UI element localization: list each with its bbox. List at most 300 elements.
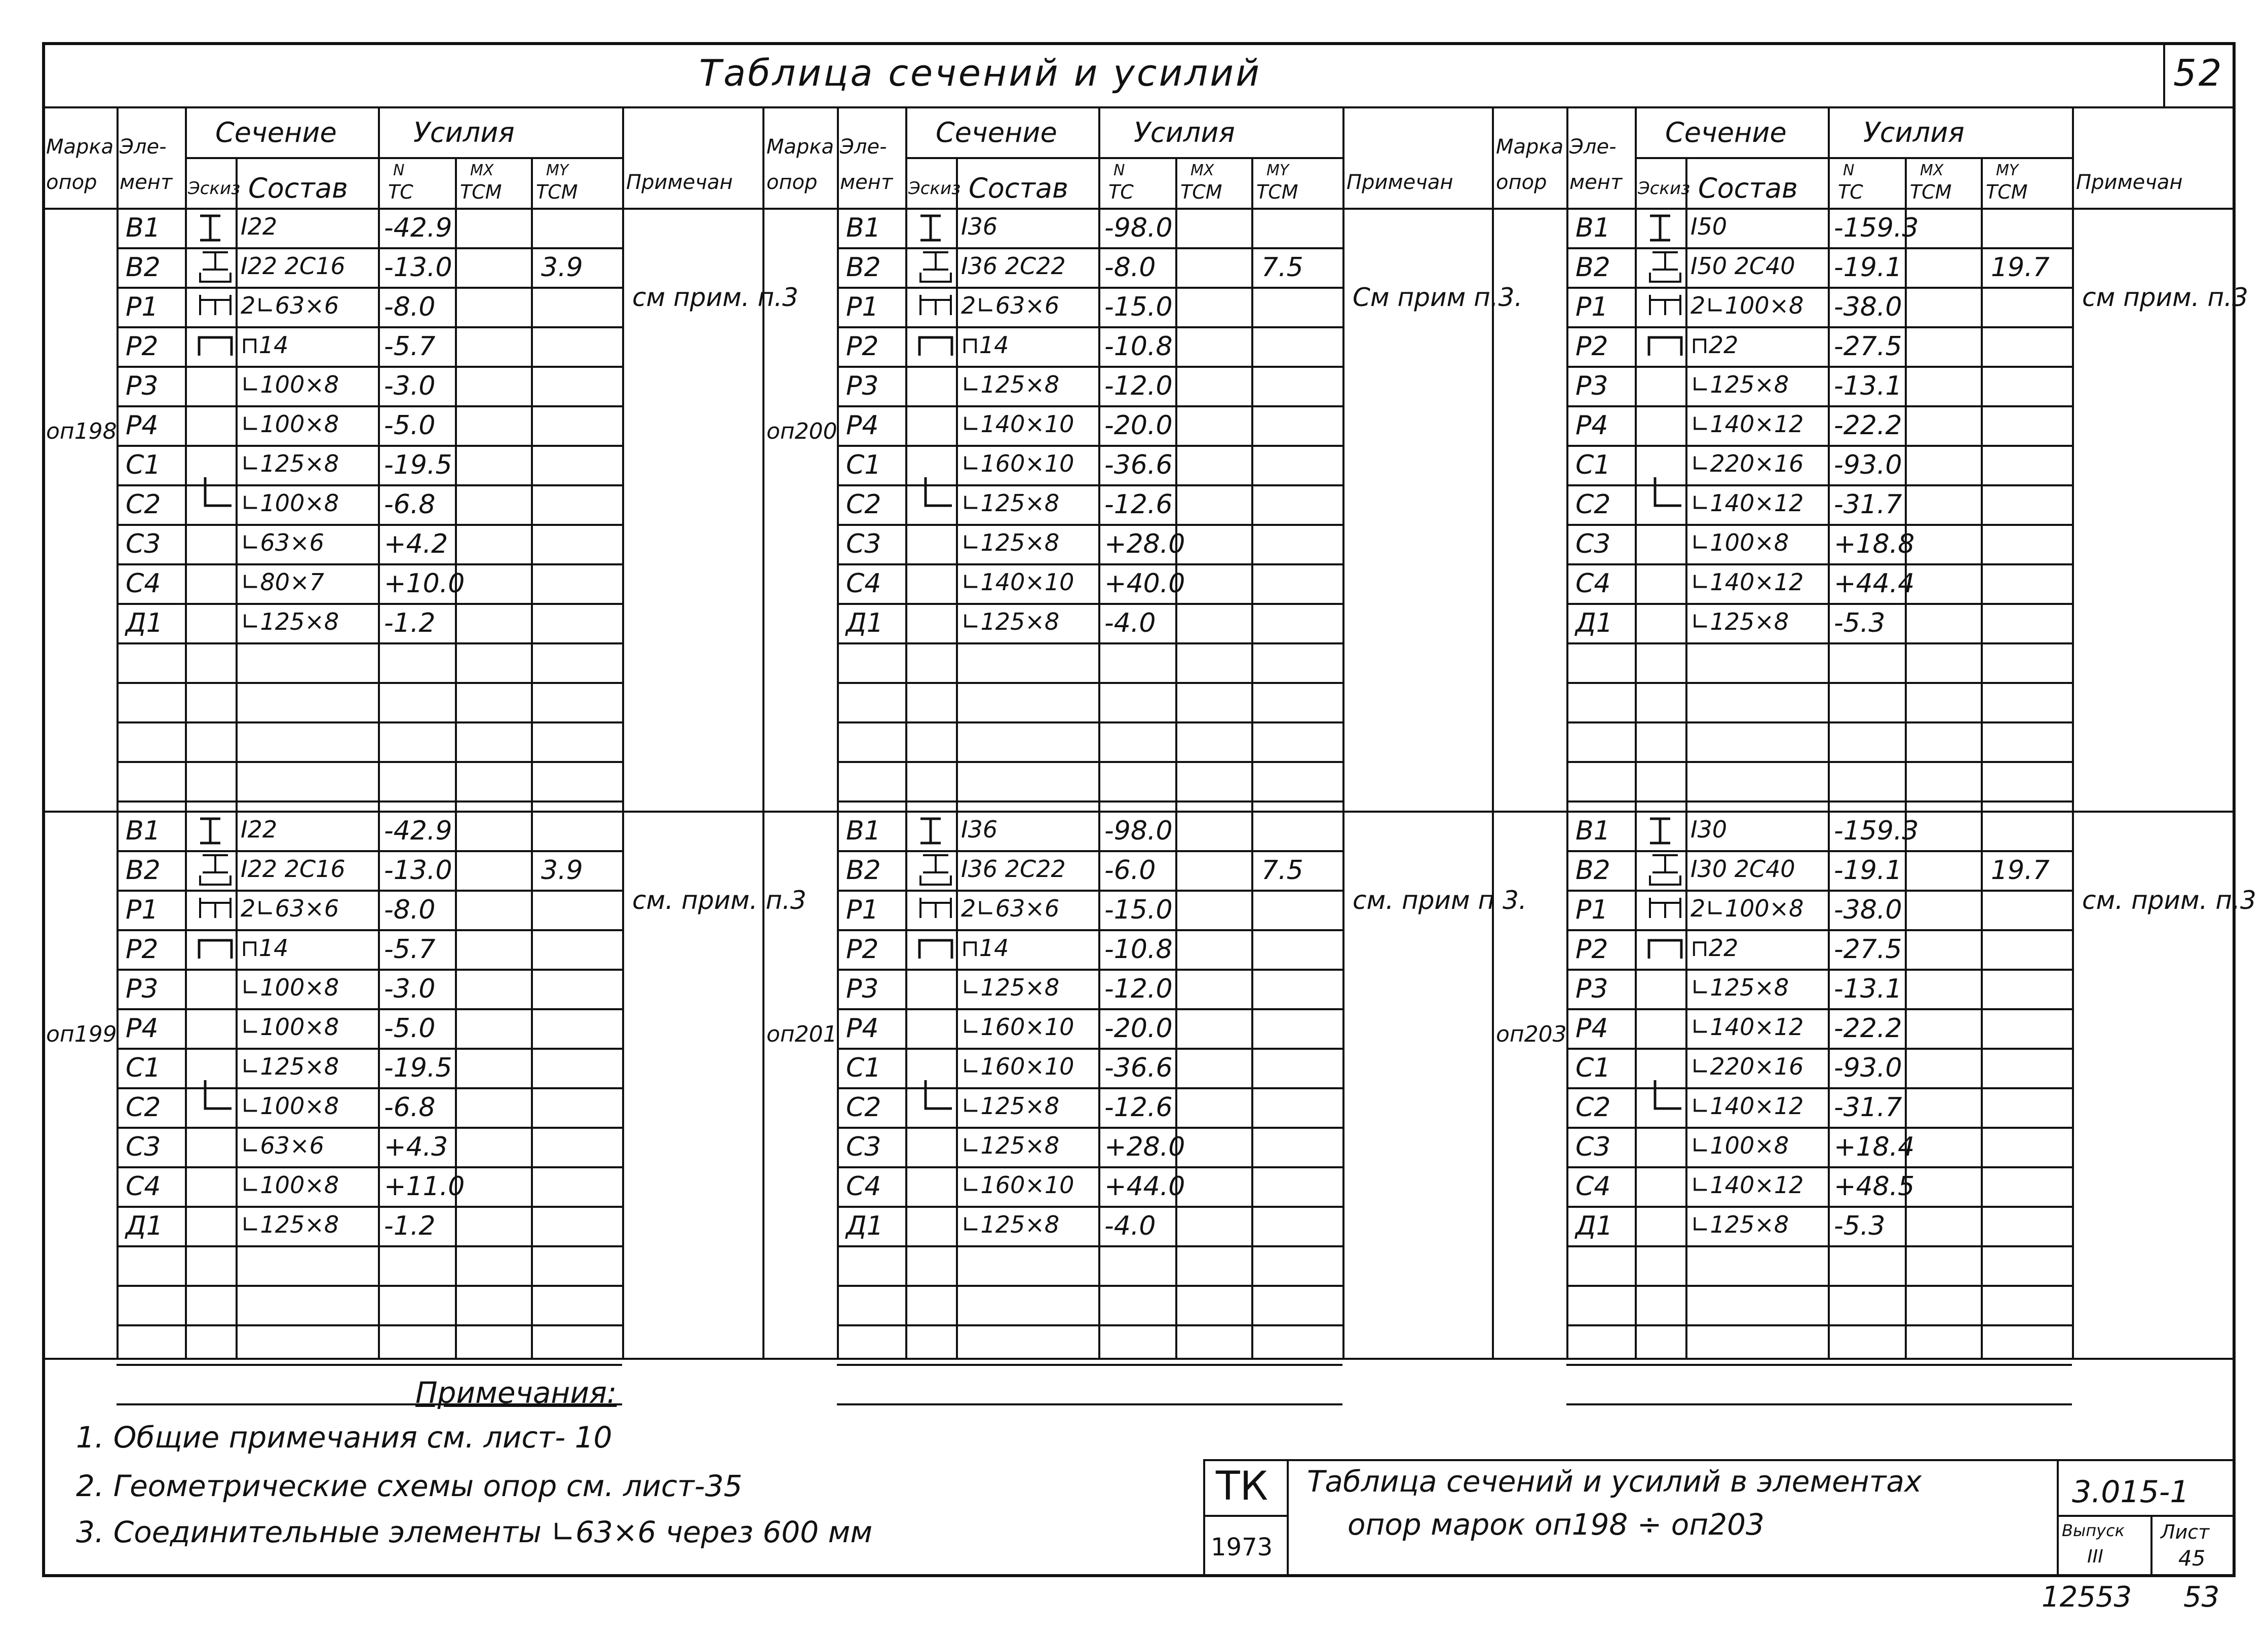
section-composition: ∟140×10	[961, 568, 1074, 596]
stamp-list-value: 45	[2178, 1546, 2206, 1571]
header-marka: Марка	[46, 135, 114, 159]
force-n: -3.0	[384, 371, 436, 401]
double-angle-sketch	[195, 893, 236, 923]
force-n: -13.0	[384, 252, 452, 283]
header-my-tcm: ТСМ	[536, 181, 578, 203]
row-line	[1566, 1087, 2072, 1089]
block-note: см. прим. п.3	[2082, 886, 2256, 915]
moment-my: 7.5	[1261, 855, 1303, 886]
row-line	[117, 524, 622, 526]
header-mx-tcm: ТСМ	[1910, 181, 1952, 203]
stamp-list-label: Лист	[2161, 1521, 2210, 1543]
row-line	[1566, 1008, 2072, 1010]
column-line	[531, 157, 533, 1358]
element-id: Р3	[1575, 371, 1608, 401]
element-id: Р2	[126, 934, 159, 965]
row-line	[837, 326, 1342, 328]
force-n: -159.3	[1834, 816, 1919, 846]
force-n: -5.3	[1834, 608, 1886, 638]
force-n: -12.0	[1104, 371, 1173, 401]
header-eskiz: Эскиз	[1638, 178, 1690, 199]
row-line	[1566, 1206, 2072, 1208]
force-n: -13.0	[384, 855, 452, 886]
section-composition: ∟125×8	[961, 489, 1060, 517]
force-n: +48.5	[1834, 1171, 1915, 1202]
header-my-tcm: ТСМ	[1256, 181, 1298, 203]
column-line	[236, 157, 238, 1358]
row-line	[1566, 603, 2072, 605]
row-line	[1566, 1285, 2072, 1287]
block-divider	[762, 811, 1492, 813]
composite-section-sketch	[1645, 852, 1685, 888]
row-line	[117, 929, 622, 931]
header-ele: Эле-	[840, 135, 887, 159]
force-n: -31.7	[1834, 489, 1902, 520]
force-n: +44.0	[1104, 1171, 1185, 1202]
element-id: Д1	[126, 1211, 163, 1241]
row-line	[117, 484, 622, 486]
element-id: С2	[846, 489, 881, 520]
header-mx: MX	[470, 162, 494, 179]
element-id: Р4	[846, 410, 879, 441]
element-id: Р2	[846, 331, 879, 362]
section-composition: 2∟100×8	[1690, 292, 1804, 319]
title-rule	[42, 106, 2236, 108]
row-line	[1566, 1048, 2072, 1050]
section-composition: ∟125×8	[961, 1211, 1060, 1238]
row-line	[117, 326, 622, 328]
header-ment: мент	[1569, 171, 1623, 194]
force-n: -15.0	[1104, 292, 1173, 322]
element-id: Р2	[846, 934, 879, 965]
section-composition: I36 2С22	[961, 252, 1066, 280]
row-line	[1566, 890, 2072, 892]
element-id: Р1	[126, 292, 159, 322]
force-n: -22.2	[1834, 410, 1902, 441]
row-line	[837, 1285, 1342, 1287]
section-composition: ∟100×8	[241, 489, 339, 517]
row-line	[837, 1087, 1342, 1089]
force-n: +4.3	[384, 1132, 448, 1162]
header-mx-tcm: ТСМ	[1180, 181, 1222, 203]
element-id: В2	[126, 855, 161, 886]
element-id: В1	[126, 816, 161, 846]
composite-section-sketch	[915, 249, 956, 285]
header-tc: ТС	[1108, 181, 1134, 203]
section-composition: ⊓14	[241, 331, 289, 359]
header-mx: MX	[1190, 162, 1214, 179]
section-composition: ∟140×12	[1690, 568, 1804, 596]
row-line	[1566, 287, 2072, 289]
column-line	[1251, 157, 1253, 1358]
note-3: 3. Соединительные элементы ∟63×6 через 600 мм	[76, 1515, 873, 1549]
element-id: В2	[1575, 855, 1610, 886]
row-line	[117, 850, 622, 852]
stamp-vypusk-value: III	[2087, 1546, 2103, 1567]
section-composition: ⊓22	[1690, 331, 1739, 359]
row-line	[117, 287, 622, 289]
element-id: Р4	[126, 410, 159, 441]
header-tc: ТС	[388, 181, 413, 203]
row-line	[837, 1324, 1342, 1326]
section-composition: ∟100×8	[241, 1013, 339, 1041]
force-n: -42.9	[384, 213, 452, 243]
element-id: С1	[846, 450, 881, 480]
header-mx-tcm: ТСМ	[460, 181, 502, 203]
footer-number-1: 12553	[2042, 1581, 2132, 1614]
header-eskiz: Эскиз	[188, 178, 241, 199]
section-composition: ∟125×8	[961, 608, 1060, 635]
force-n: +10.0	[384, 568, 465, 599]
block-note: см прим. п.3	[2082, 283, 2248, 312]
force-n: +4.2	[384, 529, 448, 559]
section-composition: 2∟63×6	[961, 895, 1060, 922]
row-line	[1566, 642, 2072, 644]
header-usiliya: Усилия	[1863, 117, 1965, 148]
section-composition: ∟140×10	[961, 410, 1074, 438]
column-line	[1566, 106, 1568, 1358]
header-primechan: Примечан	[1347, 171, 1453, 194]
row-line	[117, 761, 622, 763]
header-my: MY	[1996, 162, 2019, 179]
section-composition: ∟140×12	[1690, 410, 1804, 438]
note-2: 2. Геометрические схемы опор см. лист-35	[76, 1469, 743, 1503]
element-id: Д1	[1575, 1211, 1613, 1241]
element-id: Р3	[126, 974, 159, 1004]
marka-label: оп199	[46, 1021, 117, 1047]
block-note: См прим п.3.	[1353, 283, 1523, 312]
row-line	[1566, 1364, 2072, 1366]
i-beam-sketch	[1645, 213, 1675, 243]
element-id: С4	[126, 568, 161, 599]
channel-sketch	[915, 333, 956, 359]
row-line	[117, 603, 622, 605]
force-n: -4.0	[1104, 1211, 1156, 1241]
section-composition: ∟140×12	[1690, 489, 1804, 517]
section-composition: ∟100×8	[1690, 1132, 1789, 1159]
double-angle-sketch	[915, 290, 956, 320]
header-opor: опор	[46, 171, 97, 194]
section-composition: ∟125×8	[1690, 371, 1789, 398]
section-composition: ∟100×8	[1690, 529, 1789, 556]
section-composition: ∟125×8	[961, 371, 1060, 398]
section-composition: I36 2С22	[961, 855, 1066, 883]
element-id: Р1	[126, 895, 159, 925]
element-id: Р4	[126, 1013, 159, 1044]
row-line	[837, 405, 1342, 407]
row-line	[837, 1008, 1342, 1010]
element-id: С4	[846, 1171, 881, 1202]
row-line	[1566, 929, 2072, 931]
element-id: В2	[846, 855, 881, 886]
row-line	[117, 890, 622, 892]
section-composition: I22 2С16	[241, 252, 345, 280]
section-composition: ∟125×8	[241, 1053, 339, 1080]
row-line	[1566, 1403, 2072, 1405]
channel-sketch	[195, 333, 236, 359]
row-line	[117, 721, 622, 723]
force-n: +18.8	[1834, 529, 1915, 559]
force-n: -12.6	[1104, 1092, 1173, 1123]
section-composition: ∟160×10	[961, 1013, 1074, 1041]
column-line	[1828, 106, 1830, 1358]
header-sechenie: Сечение	[215, 117, 337, 148]
row-line	[117, 1324, 622, 1326]
force-n: -6.8	[384, 489, 436, 520]
section-composition: ∟100×8	[241, 371, 339, 398]
angle-sketch	[920, 474, 956, 510]
element-id: Р2	[1575, 934, 1608, 965]
header-my: MY	[1266, 162, 1289, 179]
row-line	[837, 1403, 1342, 1405]
force-n: -20.0	[1104, 410, 1173, 441]
section-composition: ⊓14	[961, 331, 1009, 359]
force-n: +18.4	[1834, 1132, 1915, 1162]
force-n: -3.0	[384, 974, 436, 1004]
section-composition: I30	[1690, 816, 1727, 843]
header-my: MY	[546, 162, 569, 179]
element-id: Р1	[1575, 895, 1608, 925]
column-line	[1098, 106, 1100, 1358]
element-id: С3	[846, 529, 881, 559]
force-n: -98.0	[1104, 213, 1173, 243]
row-line	[1566, 1166, 2072, 1168]
force-n: -8.0	[384, 292, 436, 322]
element-id: Р1	[1575, 292, 1608, 322]
element-id: С3	[1575, 529, 1611, 559]
row-line	[1566, 1245, 2072, 1247]
row-line	[1566, 326, 2072, 328]
section-composition: I22	[241, 213, 278, 240]
element-id: Р2	[126, 331, 159, 362]
force-n: -98.0	[1104, 816, 1173, 846]
header-bottom-rule	[42, 208, 762, 210]
row-line	[117, 1008, 622, 1010]
header-n: N	[393, 162, 405, 179]
element-id: В2	[126, 252, 161, 283]
force-n: +28.0	[1104, 1132, 1185, 1162]
element-id: Р4	[846, 1013, 879, 1044]
section-composition: ⊓14	[961, 934, 1009, 962]
row-line	[117, 1048, 622, 1050]
element-id: С1	[1575, 450, 1611, 480]
row-line	[117, 563, 622, 565]
row-line	[1566, 800, 2072, 803]
row-line	[117, 1206, 622, 1208]
row-line	[117, 366, 622, 368]
column-line	[837, 106, 839, 1358]
row-line	[1566, 405, 2072, 407]
element-id: С2	[846, 1092, 881, 1123]
row-line	[837, 800, 1342, 803]
section-composition: ⊓22	[1690, 934, 1739, 962]
row-line	[1566, 1127, 2072, 1129]
force-n: -36.6	[1104, 1053, 1173, 1083]
force-n: -22.2	[1834, 1013, 1902, 1044]
row-line	[117, 642, 622, 644]
row-line	[1566, 247, 2072, 249]
element-id: Р1	[846, 292, 879, 322]
header-tc: ТС	[1838, 181, 1863, 203]
header-primechan: Примечан	[626, 171, 733, 194]
angle-sketch	[200, 474, 236, 510]
section-composition: ∟140×12	[1690, 1092, 1804, 1120]
section-composition: ∟160×10	[961, 1171, 1074, 1199]
section-composition: ∟220×16	[1690, 450, 1804, 477]
element-id: Д1	[1575, 608, 1613, 638]
i-beam-sketch	[915, 213, 946, 243]
section-composition: ∟63×6	[241, 1132, 324, 1159]
composite-section-sketch	[195, 249, 236, 285]
force-n: +40.0	[1104, 568, 1185, 599]
column-line	[622, 106, 624, 1358]
moment-my: 7.5	[1261, 252, 1303, 283]
stamp-title-line1: Таблица сечений и усилий в элементах	[1307, 1464, 1922, 1499]
section-composition: I22	[241, 816, 278, 843]
row-line	[837, 484, 1342, 486]
element-id: Р3	[126, 371, 159, 401]
force-n: -8.0	[1104, 252, 1156, 283]
force-n: -27.5	[1834, 934, 1902, 965]
section-composition: ∟125×8	[241, 450, 339, 477]
row-line	[837, 524, 1342, 526]
section-composition: ∟220×16	[1690, 1053, 1804, 1080]
row-line	[837, 1048, 1342, 1050]
element-id: С4	[1575, 1171, 1611, 1202]
section-composition: ∟140×12	[1690, 1013, 1804, 1041]
row-line	[117, 1166, 622, 1168]
header-sostav: Состав	[248, 172, 348, 204]
double-angle-sketch	[1645, 893, 1685, 923]
element-id: С3	[1575, 1132, 1611, 1162]
element-id: С4	[1575, 568, 1611, 599]
element-id: Р4	[1575, 1013, 1608, 1044]
element-id: С3	[126, 1132, 161, 1162]
force-n: -27.5	[1834, 331, 1902, 362]
row-line	[1566, 563, 2072, 565]
panel-divider	[1492, 106, 1494, 1358]
channel-sketch	[1645, 936, 1685, 962]
row-line	[117, 800, 622, 803]
header-opor: опор	[766, 171, 818, 194]
element-id: В1	[126, 213, 161, 243]
row-line	[837, 563, 1342, 565]
row-line	[837, 603, 1342, 605]
row-line	[117, 405, 622, 407]
column-line	[378, 106, 380, 1358]
header-marka: Марка	[766, 135, 834, 159]
force-n: -38.0	[1834, 292, 1902, 322]
force-n: +28.0	[1104, 529, 1185, 559]
section-composition: I36	[961, 213, 998, 240]
marka-label: оп201	[766, 1021, 837, 1047]
header-mid-rule	[1635, 157, 2072, 159]
element-id: С1	[1575, 1053, 1611, 1083]
force-n: -8.0	[384, 895, 436, 925]
section-composition: ∟160×10	[961, 450, 1074, 477]
row-line	[1566, 366, 2072, 368]
composite-section-sketch	[1645, 249, 1685, 285]
section-composition: ∟100×8	[241, 1092, 339, 1120]
header-ele: Эле-	[120, 135, 167, 159]
force-n: -4.0	[1104, 608, 1156, 638]
force-n: -15.0	[1104, 895, 1173, 925]
element-id: Д1	[846, 608, 883, 638]
header-mid-rule	[905, 157, 1342, 159]
section-composition: I22 2С16	[241, 855, 345, 883]
header-opor: опор	[1496, 171, 1547, 194]
header-sechenie: Сечение	[1665, 117, 1787, 148]
channel-sketch	[1645, 333, 1685, 359]
element-id: С3	[846, 1132, 881, 1162]
header-mx: MX	[1920, 162, 1944, 179]
row-line	[837, 721, 1342, 723]
row-line	[837, 1166, 1342, 1168]
row-line	[837, 1206, 1342, 1208]
header-mid-rule	[185, 157, 622, 159]
section-composition: ∟125×8	[241, 608, 339, 635]
row-line	[837, 682, 1342, 684]
force-n: -13.1	[1834, 371, 1902, 401]
angle-sketch	[920, 1077, 956, 1113]
force-n: -6.8	[384, 1092, 436, 1123]
element-id: С3	[126, 529, 161, 559]
row-line	[837, 1245, 1342, 1247]
force-n: -159.3	[1834, 213, 1919, 243]
i-beam-sketch	[915, 816, 946, 846]
section-composition: ∟125×8	[1690, 608, 1789, 635]
element-id: Р3	[1575, 974, 1608, 1004]
row-line	[837, 366, 1342, 368]
section-composition: ⊓14	[241, 934, 289, 962]
composite-section-sketch	[915, 852, 956, 888]
channel-sketch	[195, 936, 236, 962]
force-n: -19.5	[384, 450, 452, 480]
section-composition: 2∟63×6	[961, 292, 1060, 319]
section-composition: ∟80×7	[241, 568, 324, 596]
force-n: -13.1	[1834, 974, 1902, 1004]
section-composition: I50	[1690, 213, 1727, 240]
row-line	[837, 929, 1342, 931]
block-divider	[42, 811, 762, 813]
header-bottom-rule	[762, 208, 1492, 210]
row-line	[117, 247, 622, 249]
element-id: В2	[1575, 252, 1610, 283]
table-title: Таблица сечений и усилий	[699, 52, 1261, 94]
element-id: С2	[1575, 1092, 1611, 1123]
force-n: -20.0	[1104, 1013, 1173, 1044]
element-id: С4	[126, 1171, 161, 1202]
force-n: -19.1	[1834, 855, 1902, 886]
element-id: В1	[846, 816, 881, 846]
force-n: -1.2	[384, 1211, 436, 1241]
header-usiliya: Усилия	[413, 117, 515, 148]
element-id: Р3	[846, 371, 879, 401]
marka-label: оп198	[46, 418, 117, 444]
force-n: -6.0	[1104, 855, 1156, 886]
element-id: Д1	[126, 608, 163, 638]
section-composition: ∟140×12	[1690, 1171, 1804, 1199]
column-line	[1635, 106, 1637, 1358]
force-n: -10.8	[1104, 934, 1173, 965]
row-line	[837, 287, 1342, 289]
stamp-title-line2: опор марок оп198 ÷ оп203	[1348, 1507, 1764, 1542]
force-n: -42.9	[384, 816, 452, 846]
row-line	[837, 890, 1342, 892]
header-n: N	[1843, 162, 1855, 179]
force-n: -5.0	[384, 410, 436, 441]
notes-heading: Примечания:	[415, 1376, 617, 1410]
